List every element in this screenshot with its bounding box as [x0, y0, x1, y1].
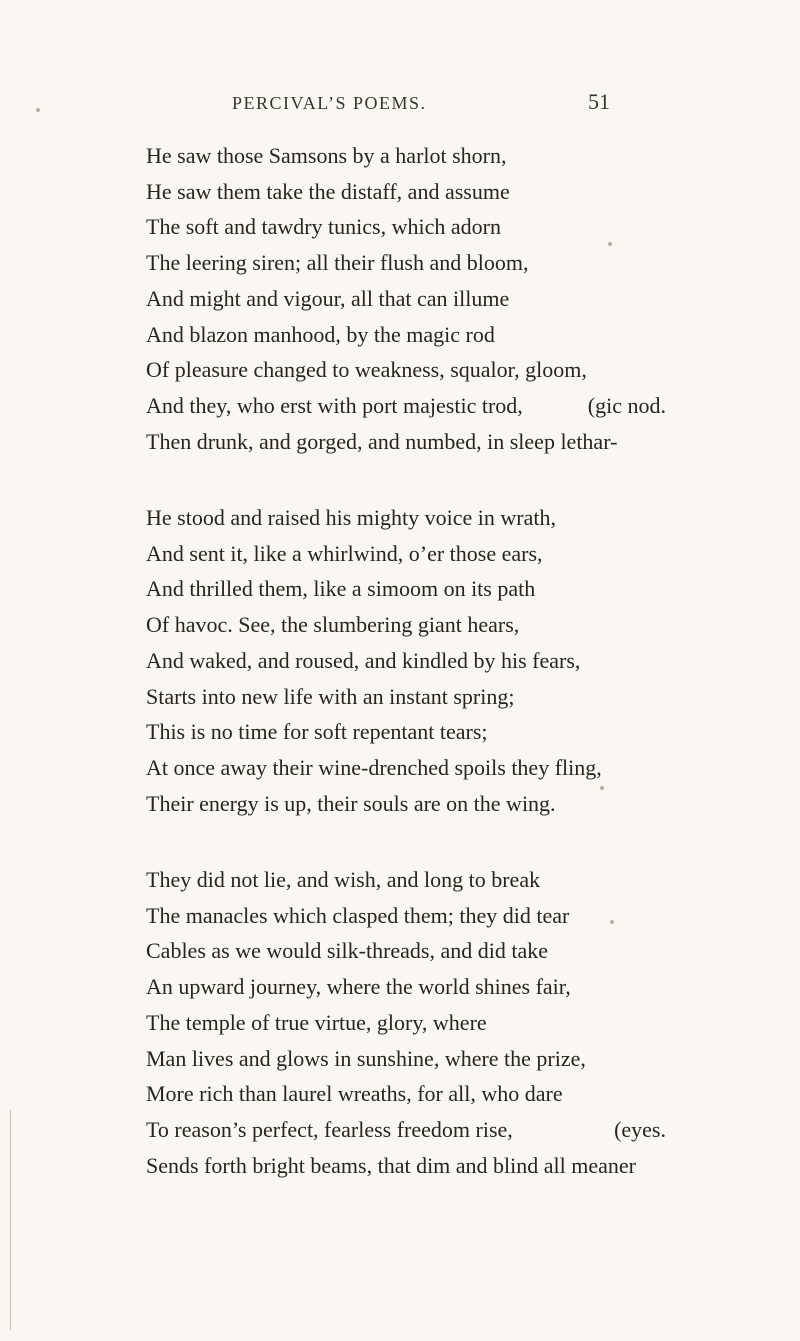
page-header [0, 89, 800, 123]
paper-speck [610, 920, 614, 924]
line-text: The leering siren; all their flush and bloom, [146, 250, 529, 276]
line-text: They did not lie, and wish, and long to break [146, 867, 541, 892]
line-text: To reason’s perfect, fearless freedom rise, [146, 1116, 513, 1142]
line-text: Of havoc. See, the slumbering giant hears, [146, 612, 520, 638]
line-text: The manacles which clasped them; they did tear [146, 902, 570, 928]
running-title: PERCIVAL’S POEMS. [232, 93, 427, 113]
line-text: The temple of true virtue, glory, where [146, 1009, 487, 1035]
poem-line [146, 352, 666, 388]
stanza-2 [146, 500, 666, 821]
turnover-word: (gic nod. [587, 392, 666, 418]
line-text: Starts into new life with an instant spring; [146, 683, 515, 709]
line-text: And thrilled them, like a simoom on its path [146, 576, 536, 602]
poem-line [146, 500, 666, 536]
poem-line [146, 898, 666, 934]
stanza-1 [146, 138, 666, 459]
line-text: The soft and tawdry tunics, which adorn [146, 214, 501, 240]
line-text: More rich than laurel wreaths, for all, who dare [146, 1081, 563, 1107]
poem-line [146, 571, 666, 607]
stanza-3 [146, 862, 666, 1183]
line-text: Man lives and glows in sunshine, where the prize, [146, 1045, 586, 1071]
poem-line [146, 1112, 666, 1148]
line-text: He saw those Samsons by a harlot shorn, [146, 143, 507, 168]
line-text: Of pleasure changed to weakness, squalor, gloom, [146, 357, 587, 383]
page-number: 51 [588, 89, 610, 114]
poem-line [146, 281, 666, 317]
poem-line [146, 174, 666, 210]
line-text: Cables as we would silk-threads, and did take [146, 938, 549, 964]
line-text: This is no time for soft repentant tears; [146, 719, 488, 745]
line-text: He saw them take the distaff, and assume [146, 178, 510, 204]
poem-line [146, 643, 666, 679]
line-text: And might and vigour, all that can illume [146, 285, 510, 311]
line-text: And blazon manhood, by the magic rod [146, 321, 495, 347]
poem-line [146, 536, 666, 572]
poem-line [146, 245, 666, 281]
poem-line [146, 1076, 666, 1112]
line-text: At once away their wine-drenched spoils they fling, [146, 754, 602, 780]
poem-line [146, 388, 666, 424]
line-text: And waked, and roused, and kindled by his fears, [146, 647, 581, 673]
line-text: Their energy is up, their souls are on the wing. [146, 790, 556, 816]
page-edge-line [10, 1110, 11, 1330]
line-text: An upward journey, where the world shines fair, [146, 974, 571, 1000]
line-text: Then drunk, and gorged, and numbed, in sleep lethar- [146, 428, 618, 454]
poem-line [146, 424, 666, 460]
poem-line [146, 607, 666, 643]
paper-speck [600, 786, 604, 790]
poem-line [146, 1041, 666, 1077]
poem-line [146, 933, 666, 969]
poem-line [146, 750, 666, 786]
line-text: He stood and raised his mighty voice in wrath, [146, 505, 556, 530]
poem-line [146, 786, 666, 822]
poem-line [146, 1148, 666, 1184]
poem-line [146, 969, 666, 1005]
poem-line [146, 1005, 666, 1041]
paper-speck [36, 108, 40, 112]
poem-line [146, 679, 666, 715]
line-text: Sends forth bright beams, that dim and blind all meaner [146, 1152, 637, 1178]
line-text: And sent it, like a whirlwind, o’er those ears, [146, 540, 543, 566]
poem-line [146, 714, 666, 750]
poem-line [146, 209, 666, 245]
turnover-word: (eyes. [614, 1116, 666, 1142]
line-text: And they, who erst with port majestic trod, [146, 392, 523, 418]
poem-line [146, 317, 666, 353]
poem-line [146, 138, 666, 174]
poem-line [146, 862, 666, 898]
paper-speck [608, 242, 612, 246]
